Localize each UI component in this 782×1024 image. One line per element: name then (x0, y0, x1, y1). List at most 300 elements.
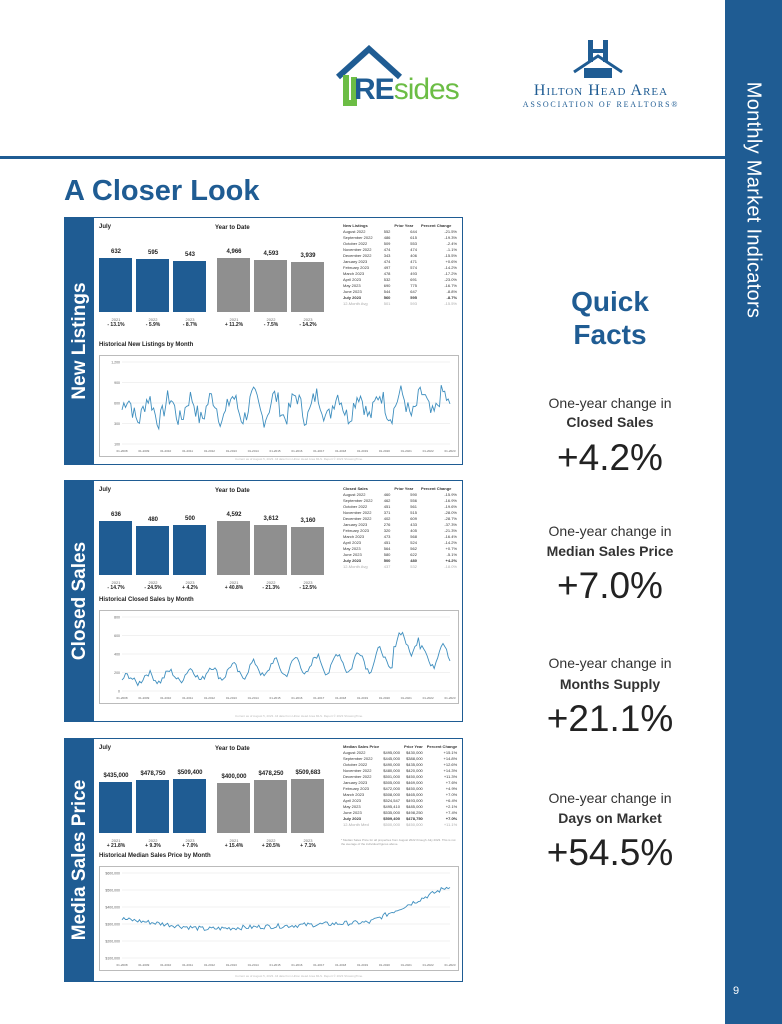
bar-value: 636 (110, 512, 121, 518)
table-cell: 595 (410, 295, 417, 300)
table-cell: -28.0% (444, 510, 457, 515)
table-cell: $498,250 (406, 810, 423, 815)
table-cell: $450,000 (406, 822, 423, 827)
table-cell: July 2023 (343, 295, 362, 300)
bar-year: 2022 (148, 580, 158, 585)
x-tick: 01-2022 (422, 449, 434, 453)
x-tick: 01-2012 (203, 696, 215, 700)
table-cell: 486 (383, 235, 391, 240)
panel-tab-label: Closed Sales (68, 541, 90, 661)
bar-ytd (217, 783, 250, 833)
table-cell: 615 (410, 235, 417, 240)
hist-title: Historical Median Sales Price by Month (99, 853, 211, 859)
registered-mark: ® (671, 100, 680, 109)
table-cell: June 2023 (343, 289, 362, 294)
table-cell: 462 (383, 498, 391, 503)
table-cell: $493,000 (406, 798, 423, 803)
table-cell: June 2023 (343, 810, 362, 815)
x-tick: 01-2013 (225, 963, 237, 967)
table-cell: February 2023 (343, 786, 370, 791)
bar-value: $509,400 (177, 770, 203, 776)
y-tick: 800 (114, 615, 120, 620)
table-cell: -15.5% (444, 253, 457, 258)
table-cell: 437 (383, 564, 391, 569)
bar-year: 2023 (303, 838, 313, 843)
table-header: Prior Year (394, 486, 414, 491)
table-cell: March 2023 (343, 534, 365, 539)
bar-value: $478,250 (258, 771, 284, 777)
x-tick: 01-2017 (313, 696, 325, 700)
footnote: Current as of August 5, 2023. All data from Hilton Head Area MLS. Report © 2023 ShowingTime. (235, 974, 364, 978)
hist-chart (99, 866, 459, 971)
table-cell: January 2023 (343, 259, 368, 264)
market-panel (64, 480, 463, 722)
table-cell: +6.4% (445, 798, 458, 803)
table-cell: +7.6% (445, 780, 458, 785)
x-tick: 01-2023 (444, 963, 456, 967)
table-cell: -23.0% (444, 277, 457, 282)
fact-label: One-year change in (548, 655, 672, 671)
table-cell: -37.3% (444, 522, 457, 527)
table-cell: +4.2% (445, 558, 457, 563)
table-cell: +14.8% (443, 756, 458, 761)
table-cell: 553 (410, 241, 417, 246)
table-cell: May 2023 (343, 804, 361, 809)
bar-year: 2023 (185, 838, 195, 843)
table-cell: $500,000 (383, 822, 400, 827)
bar-ytd (254, 525, 287, 575)
table-cell: $445,000 (383, 756, 400, 761)
table-header: Median Sales Price (343, 744, 380, 749)
table-cell: -18.0% (444, 564, 457, 569)
x-tick: 01-2008 (116, 696, 128, 700)
table-cell: August 2022 (343, 492, 366, 497)
bar-month (99, 782, 132, 833)
bar-change: - 21.3% (262, 585, 280, 591)
table-cell: 451 (383, 504, 391, 509)
resides-re-text: RE (354, 73, 394, 106)
table-cell: -8.8% (446, 289, 457, 294)
table-cell: January 2023 (343, 780, 368, 785)
table-cell: -16.7% (444, 283, 457, 288)
bar-change: - 8.7% (182, 322, 198, 328)
x-tick: 01-2011 (182, 963, 193, 967)
x-tick: 01-2023 (444, 449, 456, 453)
x-tick: 01-2008 (116, 449, 128, 453)
table-cell: $478,750 (406, 816, 423, 821)
x-tick: 01-2009 (138, 449, 150, 453)
table-cell: March 2023 (343, 792, 365, 797)
table-cell: 544 (383, 289, 391, 294)
table-cell: $535,000 (383, 810, 400, 815)
table-cell: November 2022 (343, 510, 372, 515)
x-tick: 01-2020 (378, 696, 390, 700)
table-cell: August 2022 (343, 750, 366, 755)
bar-value: 480 (147, 517, 158, 523)
table-cell: 532 (383, 277, 391, 282)
x-tick: 01-2023 (444, 696, 456, 700)
bar-year: 2021 (111, 317, 121, 322)
table-cell: 406 (410, 253, 417, 258)
bar-month (136, 259, 169, 312)
bar-change: - 14.2% (299, 322, 317, 328)
table-cell: April 2023 (343, 798, 362, 803)
hist-series-line (122, 633, 450, 686)
table-cell: 500 (383, 558, 391, 563)
table-cell: +7.0% (445, 816, 458, 821)
table-cell: July 2023 (343, 816, 362, 821)
x-tick: 01-2022 (422, 696, 434, 700)
bar-ytd (254, 260, 287, 312)
table-row (341, 822, 459, 828)
table-cell: 320 (383, 528, 391, 533)
table-cell: 609 (410, 516, 417, 521)
table-cell: -21.3% (444, 528, 457, 533)
bar-change: - 13.1% (107, 322, 125, 328)
bar-change: + 9.3% (145, 843, 161, 849)
table-cell: +0.7% (445, 546, 457, 551)
table-cell: $420,000 (406, 768, 423, 773)
table-cell: 451 (383, 540, 391, 545)
table-cell: -1.1% (446, 247, 457, 252)
hist-chart-svg (100, 867, 458, 970)
month-label: July (99, 745, 112, 751)
table-cell: +11.1% (443, 822, 458, 827)
bar-value: 595 (147, 250, 158, 256)
y-tick: $100,000 (105, 956, 120, 961)
bar-value: 3,612 (263, 516, 279, 522)
table-cell: $495,000 (383, 750, 400, 755)
bar-year: 2023 (185, 317, 195, 322)
x-tick: 01-2016 (291, 696, 303, 700)
x-tick: 01-2020 (378, 449, 390, 453)
table-cell: -28.7% (444, 516, 457, 521)
x-tick: 01-2018 (335, 696, 347, 700)
table-cell: -15.5% (444, 301, 457, 306)
hist-chart (99, 610, 459, 704)
bar-month (173, 525, 206, 575)
table-cell: $472,000 (383, 786, 400, 791)
table-header: Prior Year (403, 744, 423, 749)
bar-month (99, 521, 132, 575)
table-cell: 593 (410, 301, 417, 306)
x-tick: 01-2009 (138, 696, 150, 700)
x-tick: 01-2018 (335, 963, 347, 967)
table-cell: 532 (410, 564, 417, 569)
table-cell: 644 (410, 229, 417, 234)
table-cell: 471 (410, 259, 417, 264)
data-table (341, 223, 459, 307)
bar-change: + 21.8% (106, 843, 126, 849)
table-cell: December 2022 (343, 516, 372, 521)
panel-side-tab (65, 481, 94, 721)
table-cell: 556 (410, 498, 417, 503)
table-cell: 524 (410, 540, 417, 545)
table-cell: $524,547 (383, 798, 400, 803)
table-cell: June 2023 (343, 552, 362, 557)
table-cell: 509 (383, 241, 391, 246)
x-tick: 01-2017 (313, 963, 325, 967)
bar-year: 2022 (266, 580, 276, 585)
table-cell: 474 (383, 259, 391, 264)
bar-change: + 40.8% (224, 585, 244, 591)
x-tick: 01-2009 (138, 963, 150, 967)
table-cell: 12-Month Avg (343, 564, 368, 569)
ytd-label: Year to Date (215, 746, 250, 752)
y-tick: $200,000 (105, 939, 120, 944)
table-header: New Listings (343, 223, 368, 228)
bar-year: 2022 (148, 838, 158, 843)
bar-value: $435,000 (103, 773, 129, 779)
bar-year: 2021 (229, 580, 239, 585)
table-cell: 690 (383, 283, 391, 288)
table-cell: -19.6% (444, 504, 457, 509)
table-cell: May 2023 (343, 283, 361, 288)
table-cell: 515 (410, 510, 417, 515)
table-note: * Median Sales Price for all properties from August 2022 through July 2023. This is not the average of the individual figures above. (341, 838, 456, 846)
table-cell: September 2022 (343, 498, 373, 503)
market-panel (64, 217, 463, 465)
table-cell: $450,000 (406, 774, 423, 779)
table-cell: +4.9% (445, 786, 458, 791)
table-cell: 568 (410, 534, 417, 539)
x-tick: 01-2008 (116, 963, 128, 967)
table-cell: $505,000 (383, 780, 400, 785)
table-cell: +7.4% (445, 810, 458, 815)
y-tick: 900 (114, 381, 120, 385)
x-tick: 01-2013 (225, 449, 237, 453)
table-cell: 775 (410, 283, 417, 288)
bar-year: 2022 (266, 317, 276, 322)
bar-change: + 11.2% (224, 322, 244, 328)
table-cell: December 2022 (343, 253, 372, 258)
table-row (341, 301, 459, 307)
table-cell: 474 (383, 247, 391, 252)
y-tick: 0 (118, 689, 120, 694)
table-cell: 552 (383, 229, 391, 234)
table-cell: +2.1% (445, 804, 458, 809)
y-tick: 600 (114, 634, 120, 638)
bar-month (173, 779, 206, 833)
fact-label: One-year change in (548, 790, 672, 806)
table-cell: February 2023 (343, 265, 370, 270)
table-cell: $509,400 (383, 816, 400, 821)
table-cell: 276 (383, 522, 391, 527)
x-tick: 01-2019 (357, 963, 369, 967)
table-cell: $495,410 (383, 804, 400, 809)
table-row (341, 564, 459, 570)
bar-value: 543 (184, 252, 195, 258)
y-tick: $400,000 (105, 905, 120, 910)
resides-logo (336, 45, 466, 107)
table-cell: August 2022 (343, 229, 366, 234)
table-cell: March 2023 (343, 271, 365, 276)
fact-metric: Closed Sales (566, 414, 654, 430)
table-cell: January 2023 (343, 522, 368, 527)
table-cell: +14.3% (443, 768, 458, 773)
fact-metric: Months Supply (559, 676, 661, 692)
bar-change: - 12.5% (299, 585, 317, 591)
hilton-head-logo (506, 38, 696, 118)
fact-value: +7.0% (557, 565, 663, 606)
bar-year: 2021 (111, 838, 121, 843)
fact-metric: Days on Market (558, 810, 662, 826)
y-tick: 200 (114, 671, 120, 675)
panel-tab-label: New Listings (68, 282, 90, 400)
table-header: Percent Change (426, 744, 458, 749)
hist-series-line (122, 385, 450, 429)
table-cell: -14.2% (444, 265, 457, 270)
bar-year: 2023 (303, 317, 313, 322)
hilton-line2: ASSOCIATION OF REALTORS (522, 100, 672, 109)
bar-ytd (217, 521, 250, 575)
x-tick: 01-2021 (400, 449, 412, 453)
table-cell: -21.5% (444, 229, 457, 234)
x-tick: 01-2017 (313, 449, 325, 453)
x-tick: 01-2016 (291, 449, 303, 453)
x-tick: 01-2010 (160, 449, 172, 453)
bar-ytd (217, 258, 250, 312)
x-tick: 01-2010 (160, 963, 172, 967)
table-cell: April 2023 (343, 277, 362, 282)
table-cell: $435,000 (406, 762, 423, 767)
table-cell: -16.4% (444, 534, 457, 539)
bar-year: 2021 (229, 838, 239, 843)
table-cell: $388,000 (406, 756, 423, 761)
x-tick: 01-2019 (357, 696, 369, 700)
fact-value: +4.2% (557, 437, 663, 478)
quick-facts-title-line2: Facts (573, 319, 647, 350)
table-cell: +0.6% (445, 259, 457, 264)
bar-value: $478,750 (140, 771, 166, 777)
footnote: Current as of August 5, 2023. All data from Hilton Head Area MLS. Report © 2023 ShowingTime. (235, 714, 364, 718)
table-cell: September 2022 (343, 235, 373, 240)
x-tick: 01-2012 (203, 963, 215, 967)
table-cell: -15.9% (444, 492, 457, 497)
bar-year: 2022 (266, 838, 276, 843)
y-tick: 1,200 (111, 360, 120, 365)
fact-metric: Median Sales Price (546, 543, 674, 559)
y-tick: 300 (114, 422, 120, 426)
table-cell: -19.3% (444, 235, 457, 240)
table-cell: 12-Month Med (343, 822, 369, 827)
bar-month (173, 261, 206, 312)
table-cell: October 2022 (343, 504, 368, 509)
fact-label: One-year change in (548, 395, 672, 411)
table-header: Prior Year (394, 223, 414, 228)
hist-chart-svg (100, 611, 458, 703)
table-cell: -8.7% (446, 295, 457, 300)
bar-ytd (291, 779, 324, 833)
table-cell: 590 (410, 492, 417, 497)
y-tick: $600,000 (105, 871, 120, 876)
x-tick: 01-2014 (247, 449, 259, 453)
y-tick: $500,000 (105, 888, 120, 893)
x-tick: 01-2018 (335, 449, 347, 453)
header-divider (0, 156, 725, 159)
month-label: July (99, 487, 112, 493)
bar-value: 500 (184, 516, 195, 522)
table-cell: -17.2% (444, 271, 457, 276)
table-cell: -14.2% (444, 540, 457, 545)
table-cell: $465,000 (406, 792, 423, 797)
table-cell: -2.4% (446, 241, 457, 246)
table-cell: $501,000 (383, 774, 400, 779)
hist-chart-svg (100, 356, 458, 456)
x-tick: 01-2011 (182, 449, 193, 453)
bar-year: 2022 (148, 317, 158, 322)
table-cell: $469,000 (406, 780, 423, 785)
table-header: Closed Sales (343, 486, 368, 491)
table-cell: April 2023 (343, 540, 362, 545)
y-tick: 100 (114, 442, 120, 447)
bar-value: 4,966 (226, 249, 242, 255)
page-title: A Closer Look (64, 175, 260, 207)
table-cell: February 2023 (343, 528, 370, 533)
panel-tab-label: Media Sales Price (68, 779, 90, 941)
table-cell: 371 (383, 510, 391, 515)
table-cell: +11.3% (443, 774, 458, 779)
bar-month (99, 258, 132, 312)
panel-side-tab (65, 218, 94, 464)
table-cell: $450,000 (406, 786, 423, 791)
month-label: July (99, 224, 112, 230)
x-tick: 01-2015 (269, 449, 281, 453)
table-cell: 562 (410, 546, 417, 551)
table-cell: 501 (383, 301, 391, 306)
data-table (341, 744, 459, 828)
table-cell: May 2023 (343, 546, 361, 551)
table-cell: $480,000 (383, 768, 400, 773)
fact-label: One-year change in (548, 523, 672, 539)
table-cell: -16.9% (444, 498, 457, 503)
table-cell: November 2022 (343, 768, 372, 773)
x-tick: 01-2021 (400, 696, 412, 700)
ytd-label: Year to Date (215, 488, 250, 494)
table-cell: 561 (410, 504, 417, 509)
table-cell: $485,000 (406, 804, 423, 809)
x-tick: 01-2015 (269, 963, 281, 967)
table-cell: 647 (410, 289, 417, 294)
table-cell: 493 (410, 271, 417, 276)
table-cell: 343 (383, 253, 391, 258)
bar-month (136, 780, 169, 833)
table-cell: 474 (410, 247, 417, 252)
table-cell: +15.1% (443, 750, 458, 755)
table-cell: December 2022 (343, 774, 372, 779)
bar-value: 4,592 (226, 512, 242, 518)
x-tick: 01-2014 (247, 963, 259, 967)
x-tick: 01-2016 (291, 963, 303, 967)
table-cell: $430,000 (406, 750, 423, 755)
table-cell: +7.0% (445, 792, 458, 797)
table-cell: 497 (383, 265, 391, 270)
x-tick: 01-2022 (422, 963, 434, 967)
table-cell: 691 (410, 277, 417, 282)
table-cell: 473 (383, 534, 391, 539)
table-cell: 564 (383, 546, 391, 551)
y-tick: $300,000 (105, 922, 120, 927)
table-cell: 574 (410, 265, 417, 270)
table-cell: +12.6% (443, 762, 458, 767)
bar-change: + 20.5% (261, 843, 281, 849)
x-tick: 01-2015 (269, 696, 281, 700)
bar-change: - 5.9% (145, 322, 161, 328)
bar-month (136, 526, 169, 575)
hist-title: Historical New Listings by Month (99, 342, 194, 348)
bar-change: + 7.1% (300, 843, 316, 849)
y-tick: 600 (114, 401, 120, 406)
